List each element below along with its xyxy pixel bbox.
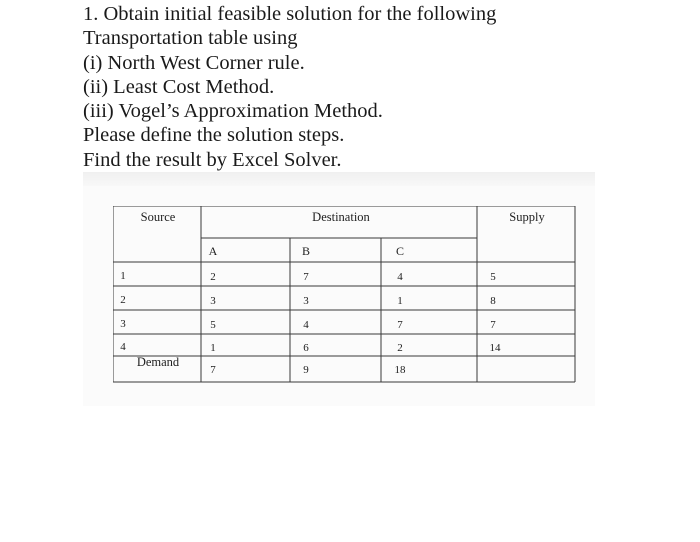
- demand-cell-a: 7: [210, 364, 216, 376]
- cost-cell-4-a: 1: [210, 342, 216, 354]
- supply-cell-2: 8: [490, 295, 496, 307]
- source-label-3: 3: [120, 318, 126, 330]
- supply-cell-4: 14: [489, 342, 501, 354]
- source-label-4: 4: [120, 341, 126, 353]
- demand-cell-c: 18: [394, 364, 406, 376]
- question-line-5: (iii) Vogel’s Approximation Method.: [83, 100, 383, 123]
- transportation-table: [113, 206, 578, 391]
- question-line-7: Find the result by Excel Solver.: [83, 148, 342, 171]
- source-label-1: 1: [120, 270, 126, 282]
- question-line-4: (ii) Least Cost Method.: [83, 75, 275, 98]
- column-label-b: B: [301, 244, 311, 258]
- cost-cell-3-c: 7: [397, 319, 403, 331]
- question-line-3: (i) North West Corner rule.: [83, 51, 305, 74]
- question-line-6: Please define the solution steps.: [83, 124, 345, 147]
- supply-cell-1: 5: [490, 271, 496, 283]
- supply-header: Supply: [509, 210, 545, 224]
- cost-cell-4-b: 6: [303, 342, 309, 354]
- column-label-a: A: [208, 244, 218, 258]
- cost-cell-1-a: 2: [210, 271, 216, 283]
- question-line-2: Transportation table using: [83, 27, 298, 50]
- cost-cell-2-c: 1: [397, 295, 403, 307]
- demand-label: Demand: [136, 355, 180, 369]
- scan-divider: [83, 172, 595, 186]
- destination-header: Destination: [312, 210, 370, 224]
- source-label-2: 2: [120, 294, 126, 306]
- supply-cell-3: 7: [490, 319, 496, 331]
- cost-cell-3-b: 4: [303, 319, 309, 331]
- demand-cell-b: 9: [303, 364, 309, 376]
- source-header: Source: [140, 210, 176, 224]
- cost-cell-2-b: 3: [303, 295, 309, 307]
- cost-cell-1-b: 7: [303, 271, 309, 283]
- transportation-table-grid: [113, 206, 578, 386]
- cost-cell-1-c: 4: [397, 271, 403, 283]
- column-label-c: C: [395, 244, 405, 258]
- cost-cell-4-c: 2: [397, 342, 403, 354]
- question-text: [83, 2, 643, 172]
- cost-cell-3-a: 5: [210, 319, 216, 331]
- question-line-1: 1. Obtain initial feasible solution for the following: [83, 3, 497, 25]
- cost-cell-2-a: 3: [210, 295, 216, 307]
